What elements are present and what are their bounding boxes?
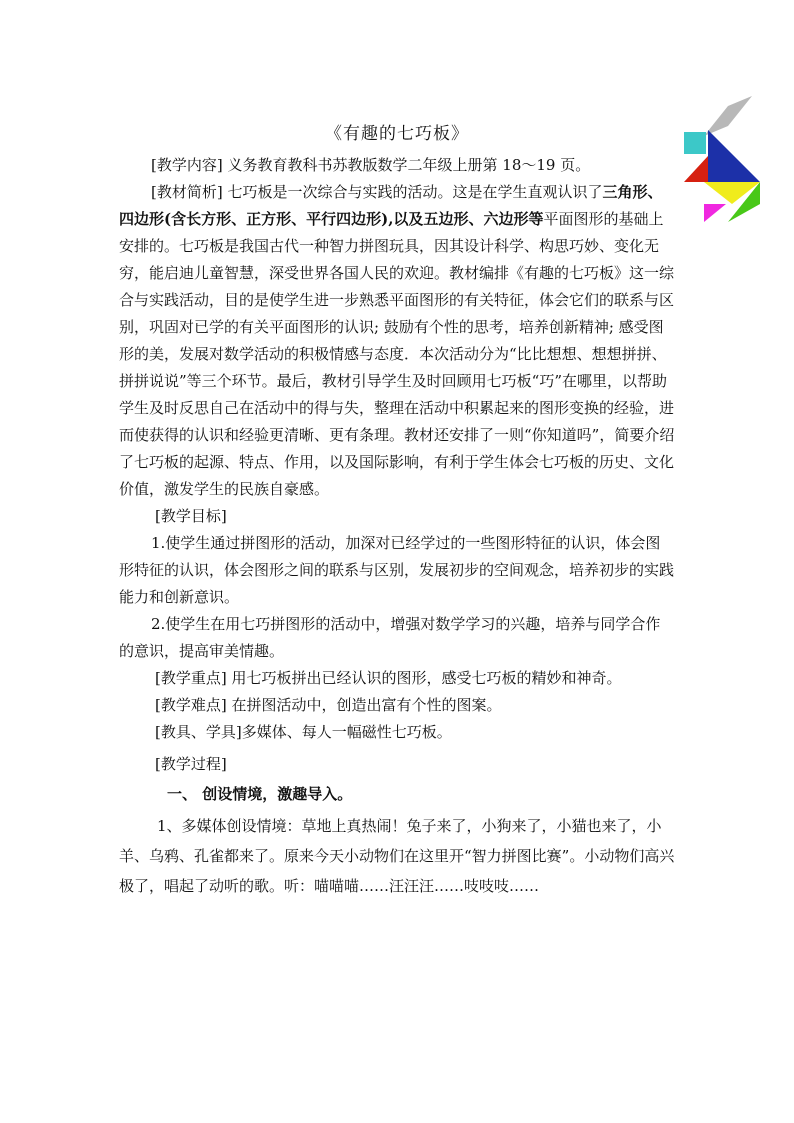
- difficulty-paragraph: [119, 692, 675, 719]
- teaching-goal-2: 2.使学生在用七巧拼图形的活动中，增强对数学学习的兴趣，培养与同学合作的意识，提高审美情趣。: [119, 615, 661, 660]
- difficulty-tag: [教学难点]: [155, 696, 227, 714]
- analysis-text-2: ,以及: [388, 210, 424, 228]
- tools-text: 多媒体、每人一幅磁性七巧板。: [241, 723, 452, 741]
- teaching-process-heading: [教学过程]: [155, 755, 227, 773]
- process-paragraph-1: 1、多媒体创设情境：草地上真热闹！兔子来了，小狗来了，小猫也来了，小羊、乌鸦、孔雀都来了。原来今天小动物们在这里开“智力拼图比赛”。小动物们高兴极了，唱起了动听的歌。听：喵喵喵……汪汪汪……吱吱吱……: [119, 817, 675, 895]
- section-1-heading: 一、 创设情境，激趣导入。: [167, 785, 353, 803]
- key-point-tag: [教学重点]: [155, 669, 227, 687]
- analysis-text-3: 平面图形的基础上安排的。七巧板是我国古代一种智力拼图玩具，因其设计科学、构思巧妙、变化无穷，能启迪儿童智慧，深受世界各国人民的欢迎。教材编排《有趣的七巧板》这一综合与实践活动，目的是使学生进一步熟悉平面图形的有关特征，体会它们的联系与区别，巩固对已学的有关平面图形的认识; 鼓励有个性的思考，培养创新精神; 感受图形的美，发展对数学活动的积极情感与态度．本次活动分为“比比想想、想想拼拼、拼拼说说”等三个环节。最后，教材引导学生及时回顾用七巧板“巧”在哪里，以帮助学生及时反思自己在活动中的得与失，整理在活动中积累起来的图形变换的经验，进而使获得的认识和经验更清晰、更有条理。教材还安排了一则“你知道吗”，简要介绍了七巧板的起源、特点、作用，以及国际影响，有利于学生体会七巧板的历史、文化价值，激发学生的民族自豪感。: [119, 210, 675, 498]
- material-analysis-paragraph: [119, 179, 675, 503]
- analysis-text-1: 七巧板是一次综合与实践的活动。这是在学生直观认识了: [227, 183, 603, 201]
- key-point-paragraph: [119, 665, 675, 692]
- teaching-content-tag: [教学内容]: [151, 156, 223, 174]
- tools-paragraph: [119, 719, 675, 746]
- analysis-bold-2: 五边形、六边形等: [423, 210, 544, 228]
- teaching-goal-1: 1.使学生通过拼图形的活动，加深对已经学过的一些图形特征的认识，体会图形特征的认识，体会图形之间的联系与区别，发展初步的空间观念，培养初步的实践能力和创新意识。: [119, 534, 675, 606]
- page-title: 《有趣的七巧板》: [325, 124, 469, 144]
- difficulty-text: 在拼图活动中，创造出富有个性的图案。: [231, 696, 502, 714]
- tools-tag: [教具、学具]: [155, 723, 242, 741]
- teaching-content-text: 义务教育教科书苏教版数学二年级上册第 18～19 页。: [227, 156, 591, 174]
- tangram-figure-icon: [684, 96, 764, 226]
- analysis-bold-1: 三角形、四边形(含长方形、正方形、平行四边形): [119, 183, 663, 228]
- tangram-magenta-triangle: [704, 204, 726, 222]
- key-point-text: 用七巧板拼出已经认识的图形，感受七巧板的精妙和神奇。: [231, 669, 622, 687]
- material-analysis-tag: [教材简析]: [151, 183, 223, 201]
- teaching-goals-heading: [教学目标]: [155, 507, 227, 525]
- teaching-content-paragraph: [119, 152, 675, 179]
- tangram-red-triangle: [684, 156, 708, 182]
- lesson-plan-body: [119, 152, 675, 901]
